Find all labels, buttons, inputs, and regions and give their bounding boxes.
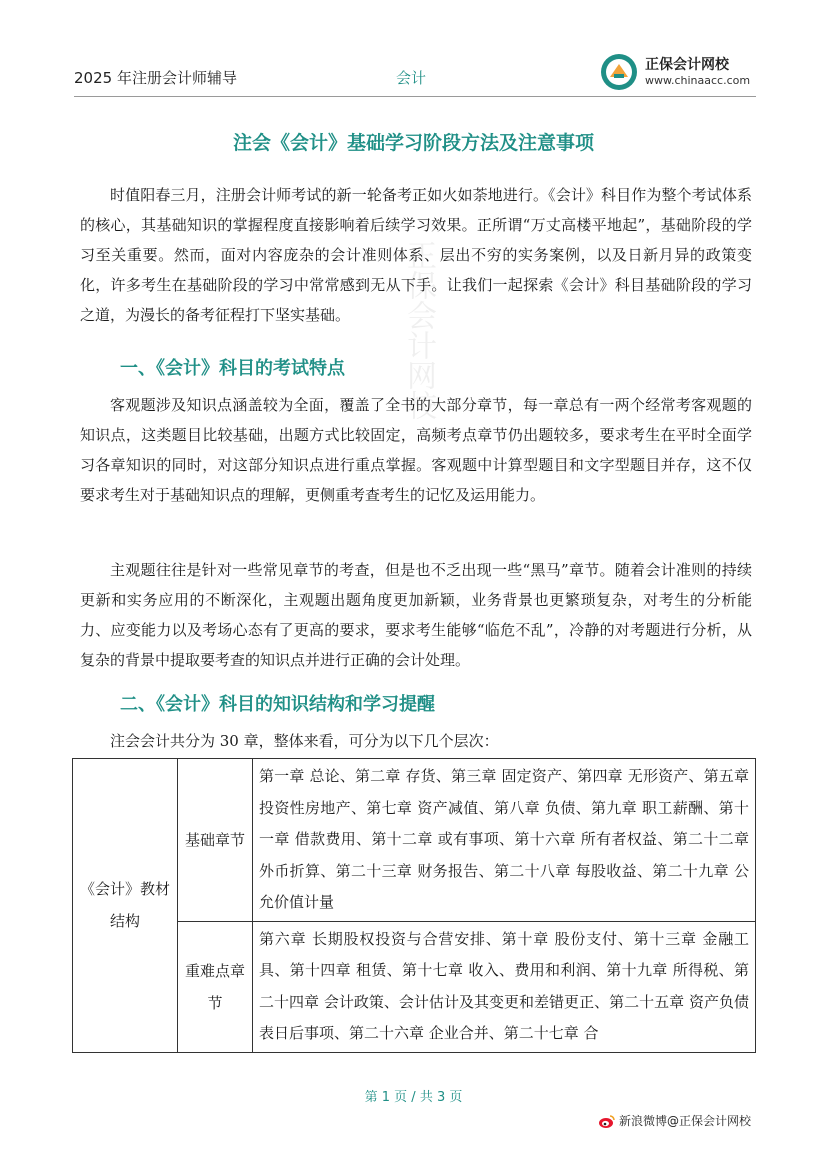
table-category-cell: 重难点章节 [178, 921, 253, 1052]
logo-url: www.chinaacc.com [645, 74, 751, 87]
header-course-label: 2025 年注册会计师辅导 [74, 69, 237, 87]
header-divider [74, 96, 756, 97]
brand-logo [599, 50, 759, 94]
textbook-structure-table [72, 758, 756, 1053]
table-row [73, 759, 756, 922]
section-1-paragraph-1: 客观题涉及知识点涵盖较为全面，覆盖了全书的大部分章节，每一章总有一两个经常考客观题的知识点，这类题目比较基础，出题方式比较固定，高频考点章节仍出题较多，要求考生在平时全面学习各章知识的同时，对这部分知识点进行重点掌握。客观题中计算型题目和文字型题目并存，这不仅要求考生对于基础知识点的理解，更侧重考查考生的记忆及运用能力。 [80, 396, 752, 504]
page-header [74, 50, 754, 94]
logo-icon [599, 52, 639, 92]
table-content-cell: 第一章 总论、第二章 存货、第三章 固定资产、第四章 无形资产、第五章 投资性房地产、第七章 资产减值、第八章 负债、第九章 职工薪酬、第十一章 借款费用、第十二章 或有事项、第十六章 所有者权益、第二十二章 外币折算、第二十三章 财务报告、第二十八章 每股收益、第二十九章 公允价值计量 [253, 759, 756, 922]
weibo-text: 新浪微博@正保会计网校 [619, 1114, 752, 1128]
section-2-paragraph-1: 注会会计共分为 30 章，整体来看，可分为以下几个层次： [110, 732, 499, 750]
weibo-credit [598, 1112, 751, 1129]
weibo-icon [598, 1114, 616, 1129]
watermark: 正保会计网校 [401, 240, 436, 420]
page-number: 第 1 页 / 共 3 页 [364, 1090, 463, 1105]
logo-brand-name: 正保会计网校 [645, 57, 729, 73]
intro-paragraph: 时值阳春三月，注册会计师考试的新一轮备考正如火如荼地进行。《会计》科目作为整个考试体系的核心，其基础知识的掌握程度直接影响着后续学习效果。正所谓“万丈高楼平地起”，基础阶段的学习至关重要。然而，面对内容庞杂的会计准则体系、层出不穷的实务案例，以及日新月异的政策变化，许多考生在基础阶段的学习中常常感到无从下手。让我们一起探索《会计》科目基础阶段的学习之道，为漫长的备考征程打下坚实基础。 [80, 186, 752, 324]
section-2-heading: 二、《会计》科目的知识结构和学习提醒 [120, 694, 435, 715]
table-category-cell: 基础章节 [178, 759, 253, 922]
header-subject-label: 会计 [396, 69, 427, 87]
section-1-heading: 一、《会计》科目的考试特点 [120, 358, 345, 379]
section-1-paragraph-2: 主观题往往是针对一些常见章节的考查，但是也不乏出现一些“黑马”章节。随着会计准则的持续更新和实务应用的不断深化，主观题出题角度更加新颖，业务背景也更繁琐复杂，对考生的分析能力、应变能力以及考场心态有了更高的要求，要求考生能够“临危不乱”，冷静的对考题进行分析，从复杂的背景中提取要考查的知识点并进行正确的会计处理。 [80, 561, 752, 669]
table-content-cell: 第六章 长期股权投资与合营安排、第十章 股份支付、第十三章 金融工具、第十四章 租赁、第十七章 收入、费用和利润、第十九章 所得税、第二十四章 会计政策、会计估计及其变更和差错更正、第二十五章 资产负债表日后事项、第二十六章 企业合并、第二十七章 合 [253, 921, 756, 1052]
table-group-cell: 《会计》教材结构 [73, 759, 178, 1053]
document-title: 注会《会计》基础学习阶段方法及注意事项 [232, 132, 594, 154]
